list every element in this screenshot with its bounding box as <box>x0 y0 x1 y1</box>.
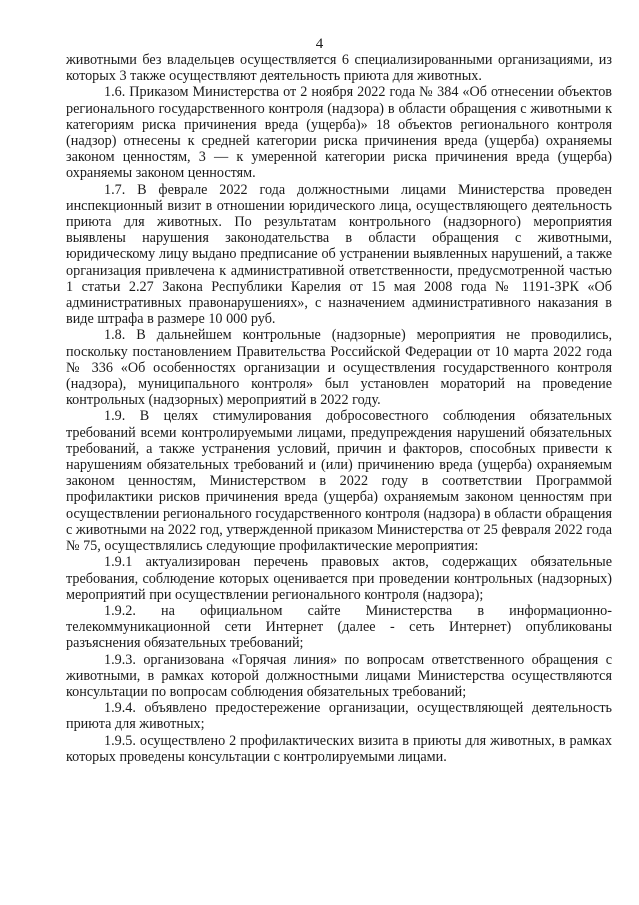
paragraph-1-9-2: 1.9.2. на официальном сайте Министерства в информационно-телекоммуникационной сети Интернет (далее - сеть Интернет) опубликованы разъяснения обязательных требований; <box>66 602 612 652</box>
paragraph-1-9-5: 1.9.5. осуществлено 2 профилактических визита в приюты для животных, в рамках которых проведены консультации с контролируемыми лицами. <box>66 732 612 765</box>
paragraph-1-9-3: 1.9.3. организована «Горячая линия» по вопросам ответственного обращения с животными, в рамках которой должностными лицами Министерства осуществляются консультации по вопросам соблюдения обязательных требований; <box>66 651 612 700</box>
paragraph-1-7: 1.7. В феврале 2022 года должностными лицами Министерства проведен инспекционный визит в отношении юридического лица, осуществляющего деятельность приюта для животных. По результатам контрольного (надзорного) мероприятия выявлены нарушения законодательства в области обращения с животными, юридическому лицу выдано предписание об устранении выявленных нарушений, а также организация привлечена к административной ответственности, предусмотренной частью 1 статьи 2.27 Закона Республики Карелия от 15 мая 2008 года № 1191-ЗРК «Об административных правонарушениях», с назначением административного наказания в виде штрафа в размере 10 000 руб. <box>66 181 612 328</box>
paragraph-continuation: животными без владельцев осуществляется 6 специализированными организациями, из которых 3 также осуществляют деятельность приюта для животных. <box>66 52 612 85</box>
paragraph-1-9: 1.9. В целях стимулирования добросовестного соблюдения обязательных требований всеми контролируемыми лицами, предупреждения нарушений обязательных требований, а также устранения условий, причин и факторов, способных привести к нарушениям обязательных требований и (или) причинению вреда (ущерба) охраняемым законом ценностям, Министерством в 2022 году в соответствии Программой профилактики рисков причинения вреда (ущерба) охраняемым законом ценностям при осуществлении регионального государственного контроля (надзора) в области обращения с животными на 2022 год, утвержденной приказом Министерства от 25 февраля 2022 года № 75, осуществлялись следующие профилактические мероприятия: <box>66 408 612 555</box>
paragraph-1-6: 1.6. Приказом Министерства от 2 ноября 2022 года № 384 «Об отнесении объектов регионального государственного контроля (надзора) в области обращения с животными к категориям риска причинения вреда (ущерба)» 18 объектов регионального контроля (надзор) отнесены к средней категории риска причинения вреда (ущерба) охраняемы законом ценностям, 3 — к умеренной категории риска причинения вреда (ущерба) охраняемы законом ценностям. <box>66 84 612 182</box>
document-body <box>66 52 612 765</box>
paragraph-1-8: 1.8. В дальнейшем контрольные (надзорные) мероприятия не проводились, поскольку постановлением Правительства Российской Федерации от 10 марта 2022 года № 336 «Об особенностях организации и осуществления государственного контроля (надзора), муниципального контроля» был установлен мораторий на проведение контрольных (надзорных) мероприятий в 2022 году. <box>66 327 612 409</box>
paragraph-1-9-4: 1.9.4. объявлено предостережение организации, осуществляющей деятельность приюта для животных; <box>66 700 612 733</box>
paragraph-1-9-1: 1.9.1 актуализирован перечень правовых актов, содержащих обязательные требования, соблюдение которых оценивается при проведении контрольных (надзорных) мероприятий при осуществлении регионального контроля (надзора); <box>66 554 612 603</box>
page-number: 4 <box>315 36 324 52</box>
